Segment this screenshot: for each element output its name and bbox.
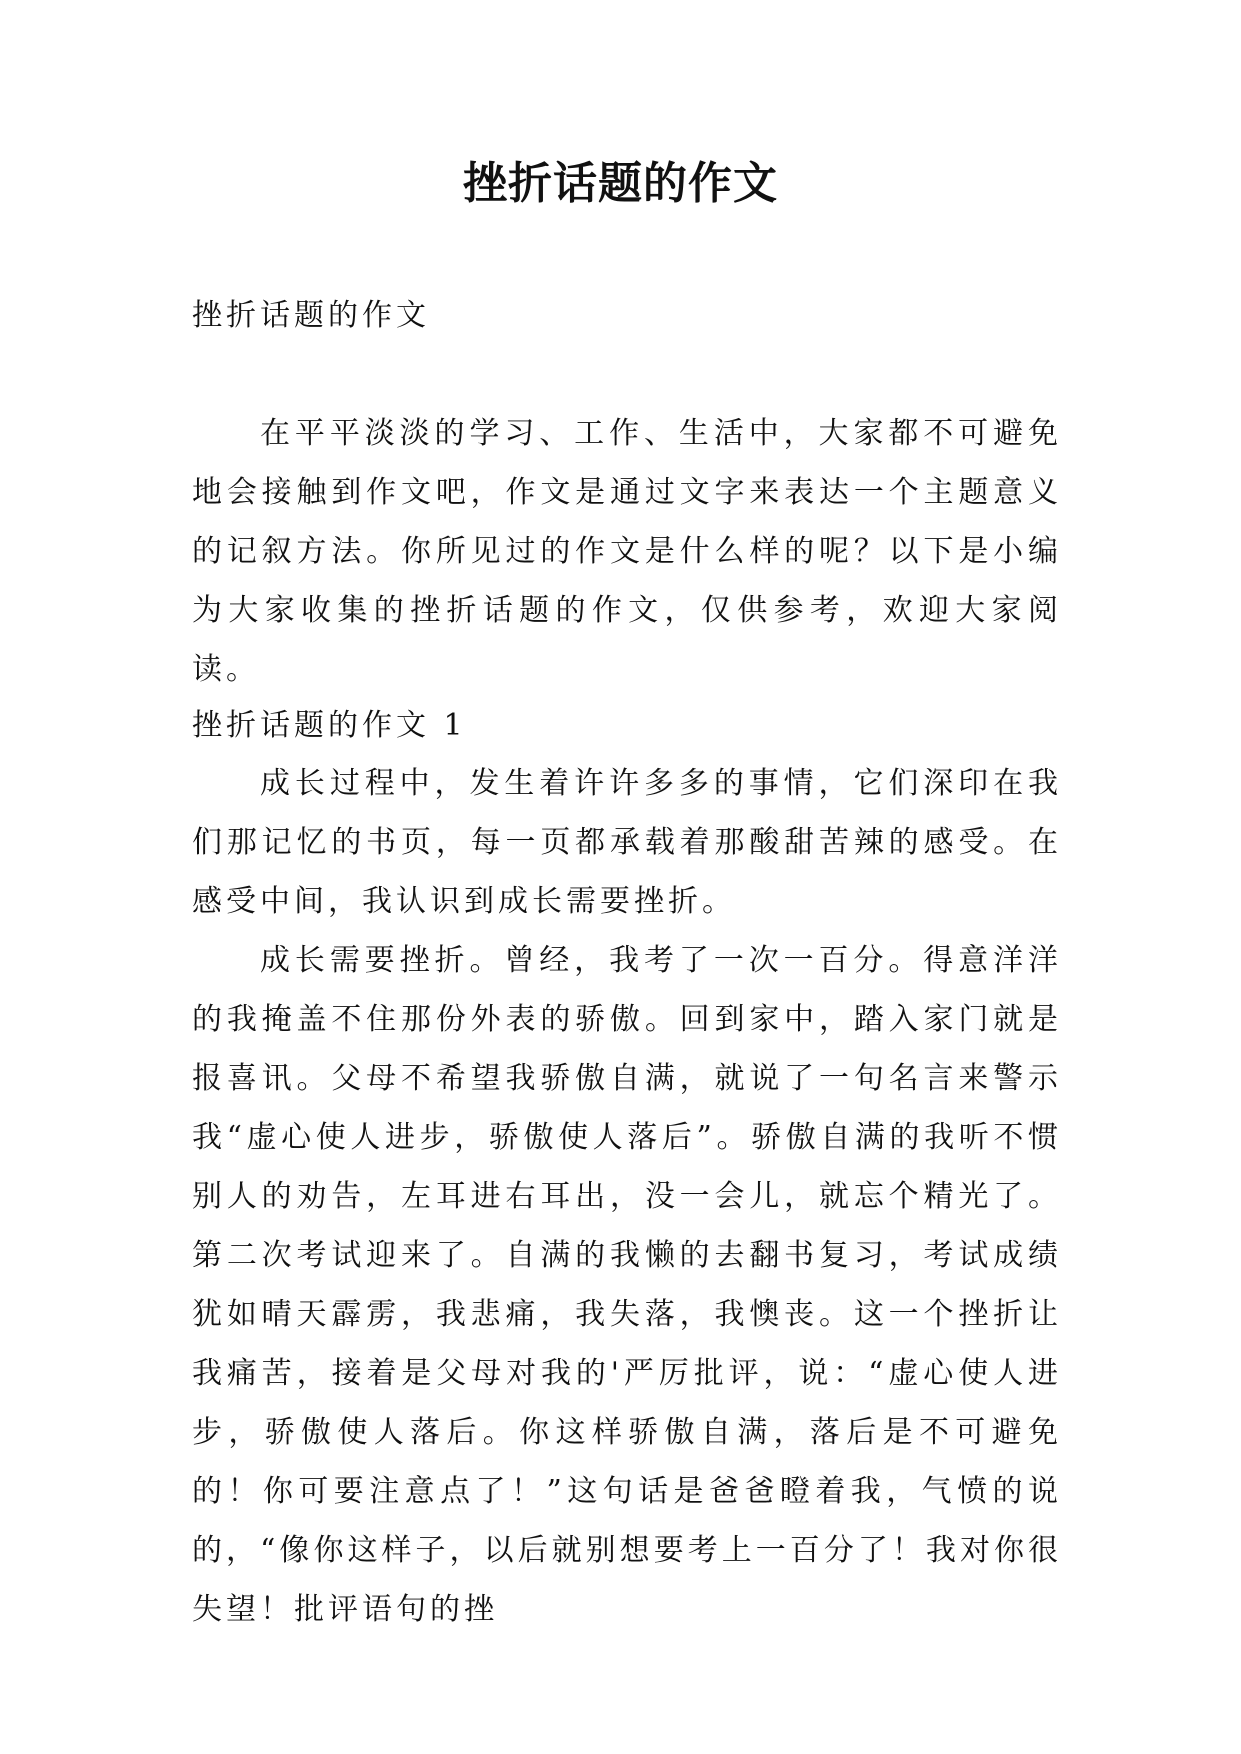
document-subtitle: 挫折话题的作文 [192,298,430,333]
section-heading: 挫折话题的作文 1 [192,708,467,743]
intro-paragraph: 在平平淡淡的学习、工作、生活中，大家都不可避免地会接触到作文吧，作文是通过文字来表达一个主题意义的记叙方法。你所见过的作文是什么样的呢？以下是小编为大家收集的挫折话题的作文，仅供参考，欢迎大家阅读。 [192,416,1062,687]
essay-paragraph-1: 成长过程中，发生着许许多多的事情，它们深印在我们那记忆的书页，每一页都承载着那酸甜苦辣的感受。在感受中间，我认识到成长需要挫折。 [192,766,1062,919]
essay-paragraph-2: 成长需要挫折。曾经，我考了一次一百分。得意洋洋的我掩盖不住那份外表的骄傲。回到家中，踏入家门就是报喜讯。父母不希望我骄傲自满，就说了一句名言来警示我“虚心使人进步，骄傲使人落后”。骄傲自满的我听不惯别人的劝告，左耳进右耳出，没一会儿，就忘个精光了。第二次考试迎来了。自满的我懒的去翻书复习，考试成绩犹如晴天霹雳，我悲痛，我失落，我懊丧。这一个挫折让我痛苦，接着是父母对我的'严厉批评，说：“虚心使人进步，骄傲使人落后。你这样骄傲自满，落后是不可避免的！你可要注意点了！”这句话是爸爸瞪着我，气愤的说的，“像你这样子，以后就别想要考上一百分了！我对你很失望！批评语句的挫 [192,943,1062,1627]
document-title: 挫折话题的作文 [463,158,778,209]
